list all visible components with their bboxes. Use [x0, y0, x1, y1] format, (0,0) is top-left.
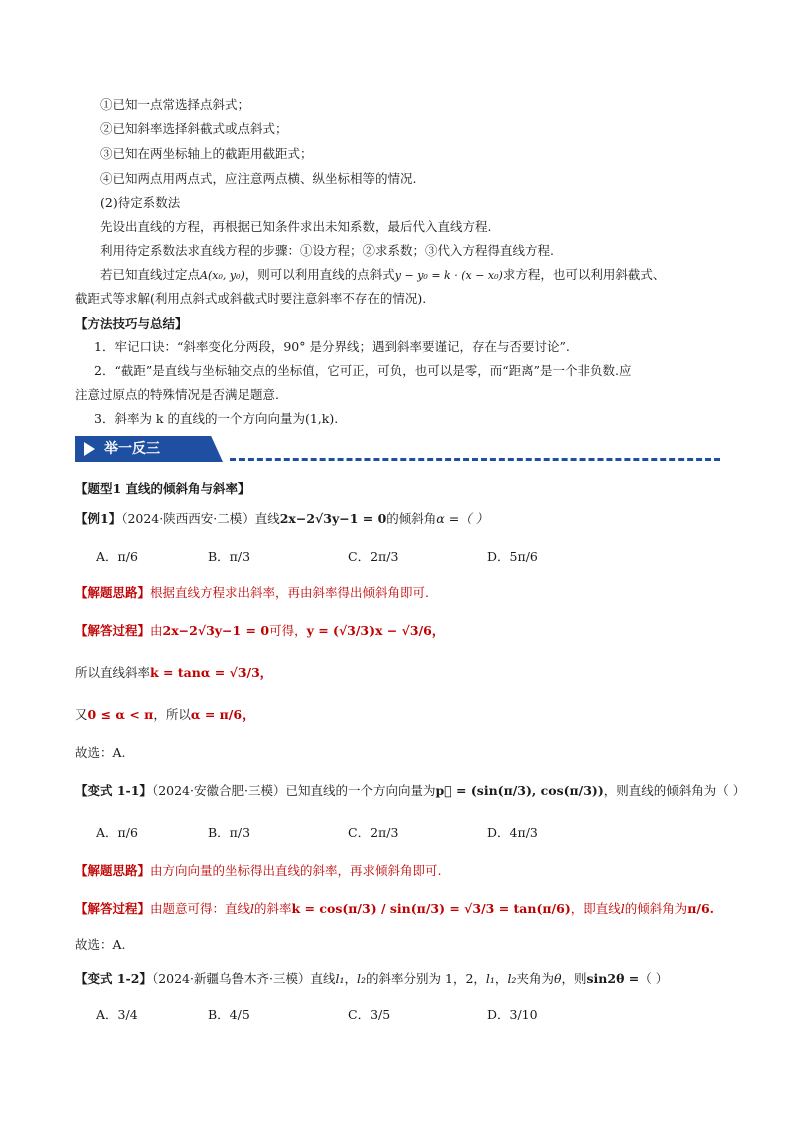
play-icon	[84, 442, 95, 456]
solution-idea	[75, 862, 442, 880]
dashed-divider	[230, 458, 720, 461]
banner-label: 举一反三	[104, 441, 160, 457]
text-span: ，即直线	[570, 901, 621, 916]
text-span: ，则	[561, 971, 587, 986]
process-tag: 【解答过程】	[75, 901, 151, 916]
math-result: α = π/6，	[190, 707, 255, 722]
math-line-l: l	[620, 901, 625, 916]
math-equation: 2x−2√3y−1 = 0	[162, 623, 270, 638]
text-line: 利用待定系数法求直线方程的步骤：①设方程；②求系数；③代入方程得直线方程.	[100, 243, 554, 258]
text-line: ②已知斜率选择斜截式或点斜式；	[100, 121, 288, 136]
text-line: ③已知在两坐标轴上的截距用截距式；	[100, 146, 313, 161]
math-line-l1: l₁	[335, 971, 345, 986]
option-b[interactable]: B．π/3	[208, 549, 251, 564]
text-span: 的斜率	[254, 901, 292, 916]
math-line-l1: l₁	[485, 971, 495, 986]
math-slope: k = cos(π/3) / sin(π/3) = √3/3 = tan(π/6)	[291, 901, 571, 916]
text-span: ，则可以利用直线的点斜式	[244, 267, 395, 282]
text-span: 夹角为	[516, 971, 554, 986]
text-span: 由题意可得：直线	[150, 901, 251, 916]
variant-tag: 【变式 1-1】	[75, 783, 152, 798]
math-line-equation: y = (√3/3)x − √3/6，	[306, 623, 445, 638]
option-d[interactable]: D．4π/3	[487, 825, 538, 840]
solution-step	[75, 664, 272, 682]
variant-source: （2024·新疆乌鲁木齐·三模）	[151, 971, 311, 986]
idea-tag: 【解题思路】	[75, 863, 151, 878]
example-source: （2024·陕西西安·二模）	[121, 511, 255, 526]
text-span: 由	[150, 623, 163, 638]
example-tag: 【例1】	[75, 511, 122, 526]
text-line: ①已知一点常选择点斜式；	[100, 97, 251, 112]
variant-stem	[75, 970, 668, 988]
variant-tag: 【变式 1-2】	[75, 971, 152, 986]
idea-text: 由方向向量的坐标得出直线的斜率，再求倾斜角即可.	[150, 863, 442, 878]
math-theta: θ	[553, 971, 562, 986]
topic-title: 【题型1 直线的倾斜角与斜率】	[75, 481, 251, 496]
math-point-slope: y − y₀ = k · (x − x₀)	[394, 269, 503, 282]
text-span: 直线	[254, 511, 280, 526]
text-span: 已知直线的一个方向向量为	[285, 783, 436, 798]
option-c[interactable]: C．2π/3	[348, 549, 399, 564]
process-tag: 【解答过程】	[75, 623, 151, 638]
text-span: 若已知直线过定点	[100, 267, 201, 282]
option-d[interactable]: D．3/10	[487, 1007, 538, 1022]
text-span: 的斜率分别为 1，2，	[366, 971, 486, 986]
text-line: 先设出直线的方程，再根据已知条件求出未知系数，最后代入直线方程.	[100, 219, 492, 234]
option-a[interactable]: A．π/6	[96, 549, 138, 564]
math-point: A(x₀, y₀)	[200, 269, 245, 282]
method-item: 1．牢记口诀：“斜率变化分两段，90° 是分界线；遇到斜率要谨记，存在与否要讨论”.	[94, 339, 570, 354]
text-span: 直线	[310, 971, 336, 986]
idea-text: 根据直线方程求出斜率，再由斜率得出倾斜角即可.	[150, 585, 429, 600]
text-span: 可得，	[269, 623, 307, 638]
option-a[interactable]: A．3/4	[96, 1007, 138, 1022]
option-c[interactable]: C．3/5	[348, 1007, 391, 1022]
section-heading: (2)待定系数法	[100, 195, 181, 210]
math-angle: α =（ ）	[436, 511, 489, 526]
variant-source: （2024·安徽合肥·三模）	[151, 783, 286, 798]
math-line-l: l	[250, 901, 255, 916]
text-line: ④已知两点用两点式，应注意两点横、纵坐标相等的情况.	[100, 171, 417, 186]
variant-stem	[75, 782, 745, 800]
solution-idea	[75, 584, 429, 602]
math-line-l2: l₂	[507, 971, 517, 986]
option-b[interactable]: B．π/3	[208, 825, 251, 840]
method-item: 注意过原点的特殊情况是否满足题意.	[75, 387, 279, 402]
option-b[interactable]: B．4/5	[208, 1007, 250, 1022]
text-span: 求方程，也可以利用斜截式、	[502, 267, 666, 282]
math-expression: sin2θ =	[586, 971, 640, 986]
solution-process	[75, 622, 444, 640]
math-line-l2: l₂	[357, 971, 367, 986]
text-span: 所以直线斜率	[75, 665, 151, 680]
option-a[interactable]: A．π/6	[96, 825, 138, 840]
text-span: 又	[75, 707, 88, 722]
solution-process	[75, 900, 714, 918]
methods-title: 【方法技巧与总结】	[75, 316, 188, 331]
text-line: 截距式等求解(利用点斜式或斜截式时要注意斜率不存在的情况).	[75, 291, 427, 306]
option-d[interactable]: D．5π/6	[487, 549, 538, 564]
text-span: （ ）	[639, 971, 669, 986]
answer-line: 故选：A.	[75, 937, 126, 952]
text-span: ，则直线的倾斜角为（ ）	[603, 783, 746, 798]
text-span: 的倾斜角	[386, 511, 437, 526]
method-item: 3．斜率为 k 的直线的一个方向向量为(1,k).	[94, 411, 339, 426]
math-result: π/6.	[687, 901, 715, 916]
math-range: 0 ≤ α < π	[87, 707, 154, 722]
method-item: 2．“截距”是直线与坐标轴交点的坐标值，它可正，可负，也可以是零，而“距离”是一个非负数.应	[94, 363, 632, 378]
text-line	[100, 266, 665, 285]
answer-line: 故选：A.	[75, 745, 126, 760]
idea-tag: 【解题思路】	[75, 585, 151, 600]
text-span: ，所以	[153, 707, 191, 722]
math-vector: p⃗ = (sin(π/3), cos(π/3))	[435, 783, 604, 798]
example-stem	[75, 510, 488, 528]
math-equation: 2x−2√3y−1 = 0	[279, 511, 387, 526]
text-span: ，	[494, 971, 508, 986]
text-span: 的倾斜角为	[624, 901, 688, 916]
text-span: ，	[344, 971, 357, 986]
math-slope: k = tanα = √3/3，	[150, 665, 273, 680]
solution-step	[75, 706, 255, 724]
option-c[interactable]: C．2π/3	[348, 825, 399, 840]
